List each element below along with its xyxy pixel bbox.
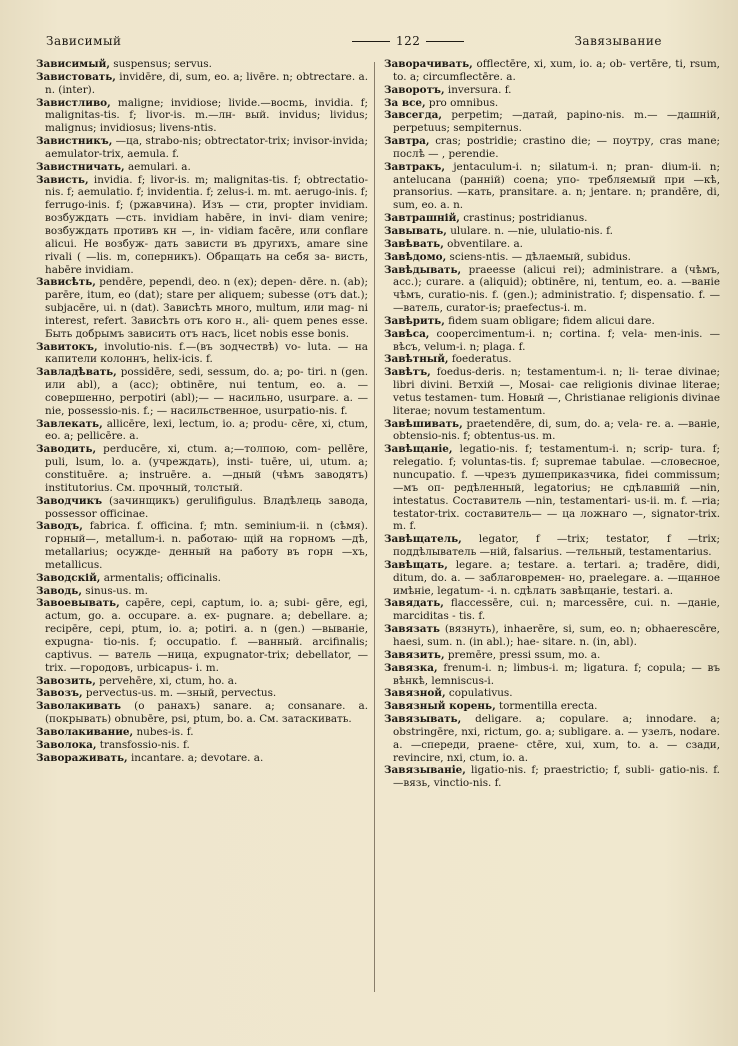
entry-definition: (зачинщикъ) gerulifigulus. Владѣлець завода, possessor officinae. — [45, 494, 368, 520]
entry-headword: Завязыванie, — [384, 764, 466, 777]
entry-definition: jentaculum-i. n; silatum-i. n; pran- dium-ii. n; antelucana (ранній) coena; упо- требляемый при —кѣ, pransorius. —кать, pransitare. a. n; jentare. n; prandēre, di, sum, eo. a. n. — [393, 160, 720, 212]
entry-headword: Завистливо, — [36, 96, 111, 109]
dictionary-entry — [36, 135, 368, 161]
entry-headword: Завѣщать, — [384, 558, 448, 571]
entry-headword: Завѣрить, — [384, 314, 445, 327]
entry-headword: Заводчикъ — [36, 494, 103, 507]
dictionary-entry — [384, 559, 720, 598]
dictionary-entry — [384, 597, 720, 623]
dictionary-entry — [384, 264, 720, 315]
entry-headword: Завѣтъ, — [384, 366, 431, 379]
entry-headword: Завозъ, — [36, 687, 83, 700]
dictionary-entry — [384, 366, 720, 417]
dictionary-entry — [384, 238, 720, 251]
entry-headword: Завязный корень, — [384, 700, 496, 713]
entry-definition: foederatus. — [448, 353, 512, 366]
column-divider — [374, 62, 375, 992]
header-right-guideword: Завязывание — [574, 34, 662, 48]
right-column — [384, 58, 720, 1018]
entry-definition: suspensus; servus. — [109, 58, 212, 70]
entry-definition: aemulari. a. — [124, 160, 191, 173]
entry-definition: deligare. a; copulare. a; innodare. a; obstringēre, nxi, rictum, go. a; subligare. a. — узелъ, nodare. a. —спереди, praene- ctēre, xui, xum, to. a. — сзади, revincire, nxi, ctum, io. a. — [393, 713, 720, 764]
entry-definition: legator, f —trix; testator, f —trix; поддѣлыватель —нiй, falsarius. —тельный, testamentarius. — [393, 533, 720, 559]
entry-headword: Завистовать, — [36, 70, 116, 83]
entry-headword: Завязывать, — [384, 713, 462, 726]
entry-headword: Завозить, — [36, 674, 96, 687]
dictionary-entry — [384, 713, 720, 764]
entry-headword: Зависимый, — [36, 58, 110, 70]
entry-definition: fidem suam obligare; fidem alicui dare. — [444, 314, 655, 327]
dictionary-entry — [36, 726, 368, 739]
dictionary-entry — [384, 700, 720, 713]
entry-headword: Завязать — [384, 623, 440, 636]
entry-headword: Завсегда, — [384, 109, 443, 122]
entry-headword: Завистничать, — [36, 160, 125, 173]
dictionary-entry — [36, 341, 368, 367]
dictionary-entry — [384, 251, 720, 264]
entry-definition: copulativus. — [445, 687, 513, 700]
entry-headword: Завязить, — [384, 648, 445, 661]
entry-definition: allicēre, lexi, lectum, io. a; produ- cēre, xi, ctum, eo. a; pellicēre. a. — [45, 417, 368, 443]
dictionary-entry — [384, 443, 720, 533]
entry-headword: Завѣса, — [384, 327, 430, 340]
entry-definition: invidēre, di, sum, eo. a; livēre. n; obtrectare. a. n. (inter). — [45, 70, 368, 96]
entry-headword: За все, — [384, 96, 426, 109]
entry-headword: Заворотъ, — [384, 83, 445, 96]
entry-headword: Завядать, — [384, 597, 444, 610]
entry-headword: Заводъ, — [36, 520, 83, 533]
dictionary-entry — [36, 161, 368, 174]
dictionary-entry — [384, 623, 720, 649]
dictionary-entry — [384, 315, 720, 328]
entry-headword: Зависть, — [36, 173, 89, 186]
dictionary-entry — [36, 520, 368, 571]
dictionary-entry — [384, 58, 720, 84]
dictionary-entry — [384, 649, 720, 662]
entry-headword: Завѣвать, — [384, 237, 444, 250]
dictionary-entry — [36, 687, 368, 700]
entry-definition: foedus-deris. n; testamentum-i. n; li- terae divinae; libri divini. Ветхій —, Mosai- cae religionis divinae literae; vetus testamen- tum. Новый —, Christianae religionis divinae literae; novum testamentum. — [393, 366, 720, 417]
dictionary-entry — [384, 764, 720, 790]
entry-definition: frenum-i. n; limbus-i. m; ligatura. f; copula; — въ вѣнкѣ, lemniscus-i. — [393, 661, 720, 687]
entry-definition: armentalis; officinalis. — [100, 571, 221, 584]
entry-definition: tormentilla erecta. — [495, 700, 598, 713]
entry-headword: Заводскій, — [36, 571, 101, 584]
entry-headword: Завитокъ, — [36, 340, 98, 353]
dictionary-entry — [36, 675, 368, 688]
entry-definition: praeesse (alicui rei); administrare. a (чѣмъ, acc.); curare. a (aliquid); obtinēre, ni, tentum, eo. a. —ванie чѣмъ, curatio-nis. f. (gen.); administratio. f; dispensatio. f. — —ватель, curator-is; praefectus-i. m. — [393, 263, 720, 315]
entry-definition: pendēre, pependi, deo. n (ex); depen- dēre. n. (ab); parēre, itum, eo (dat); stare per aliquem; subesse (отъ dat.); subjacēre, ui. n (dat). Зависѣть много, multum, или mag- ni interest, refert. Зависѣть отъ кого н., ali- quem penes esse. Быть добрымъ зависить отъ насъ, licet nobis esse bonis. — [45, 276, 368, 340]
dictionary-entry — [36, 700, 368, 726]
entry-definition: pervectus-us. m. —зный, pervectus. — [82, 687, 277, 700]
entry-headword: Завязной, — [384, 687, 446, 700]
entry-definition: crastinus; postridianus. — [459, 212, 588, 225]
header-rule-left — [352, 41, 390, 42]
entry-headword: Заволакивать — [36, 700, 122, 713]
entry-definition: ululare. n. —nie, ululatio-nis. f. — [446, 224, 613, 237]
page-header — [34, 34, 724, 56]
entry-headword: Заводь, — [36, 584, 82, 597]
dictionary-entry — [384, 84, 720, 97]
entry-headword: Завѣшивать, — [384, 417, 463, 430]
dictionary-entry — [36, 71, 368, 97]
page-number-block — [352, 34, 464, 48]
dictionary-entry — [384, 135, 720, 161]
entry-headword: Заводить, — [36, 443, 97, 456]
entry-headword: Заволока, — [36, 738, 97, 751]
entry-headword: Завистникъ, — [36, 135, 113, 148]
entry-definition: coopercimentum-i. n; cortina. f; vela- men-inis. —вѣсъ, velum-i. n; plaga. f. — [393, 327, 720, 353]
page-number: 122 — [396, 34, 421, 48]
entry-definition: perducēre, xi, ctum. a;—толпою, com- pellēre, puli, lsum, lo. a. (учреждать), insti- tuēre, ui, utum. a; constituēre. a; instruēre. a. —дный (чѣмъ заводятъ) institutorius. См. прочный, толстый. — [45, 443, 368, 494]
entry-definition: pervehēre, xi, ctum, ho. a. — [95, 674, 238, 687]
entry-definition: (вязнуть), inhaerēre, si, sum, eo. n; obhaerescēre, haesi, sum. n. (in abl.); hae- sitare. n. (in, abl). — [393, 623, 720, 648]
entry-definition: incantare. a; devotare. a. — [127, 751, 264, 764]
entry-headword: Заворачивать, — [384, 58, 473, 70]
dictionary-entry — [384, 687, 720, 700]
entry-headword: Завораживать, — [36, 751, 128, 764]
dictionary-entry — [36, 443, 368, 494]
header-rule-right — [426, 41, 464, 42]
dictionary-entry — [384, 662, 720, 688]
dictionary-entry — [36, 739, 368, 752]
entry-definition: possidēre, sedi, sessum, do. a; po- tiri. n (gen. или abl), a (acc); obtinēre, nui tentum, eo. a. — совершенно, perpotiri (abl);— — насильно, usurpare. a. —nie, possessio-nis. f.; — насильственное, usurpatio-nis. f. — [45, 366, 368, 417]
entry-definition: premēre, pressi ssum, mo. a. — [444, 648, 601, 661]
dictionary-entry — [384, 97, 720, 110]
dictionary-entry — [36, 597, 368, 674]
dictionary-entry — [384, 161, 720, 212]
entry-headword: Завлекать, — [36, 417, 103, 430]
entry-definition: obventilare. a. — [443, 237, 523, 250]
dictionary-entry — [36, 752, 368, 765]
entry-headword: Завѣдомо, — [384, 250, 447, 263]
entry-definition: invidia. f; livor-is. m; malignitas-tis. f; obtrectatio-nis. f; aemulatio. f; invidentia. f; zelus-i. m. mt. aerugo-inis. f; ferrugo-inis. f; (ржавчина). Изъ — сти, propter invidiam. возбуждать —сть. invidiam habēre, in invi- diam venire; возбуждать противъ кн —, in- vidiam facēre, или conflare alicui. Не возбуж- дать зависти въ другихъ, amare sine rivali ( —lis. m, соперникъ). Обращать на себя за- висть, habēre invidiam. — [45, 173, 368, 276]
dictionary-entry — [36, 174, 368, 277]
entry-headword: Завѣдывать, — [384, 263, 462, 276]
dictionary-entry — [36, 495, 368, 521]
dictionary-entry — [384, 109, 720, 135]
dictionary-entry — [384, 418, 720, 444]
entry-definition: praetendēre, di, sum, do. a; vela- re. a. —ванie, obtensio-nis. f; obtentus-us. m. — [393, 417, 720, 443]
dictionary-entry — [384, 533, 720, 559]
entry-definition: —ца, strabo-nis; obtrectator-trix; invisor-invida; aemulator-trix, aemula. f. — [45, 135, 368, 160]
entry-definition: legare. a; testare. a. tertari. a; tradēre, didi, ditum, do. a. — заблаговремен- но, praelegare. a. —щанное имѣнie, legatum- -i. n. сдѣлать завѣщанie, testari. a. — [393, 558, 720, 597]
entry-headword: Завѣщатель, — [384, 533, 462, 546]
entry-definition: fabrica. f. officina. f; mtn. seminium-ii. n (сѣмя). горный—, metallum-i. n. работаю- щій на горномъ —дѣ, metallarius; осужде- денный на работу въ горн —хъ, metallicus. — [45, 520, 368, 571]
dictionary-entry — [36, 97, 368, 136]
entry-definition: involutio-nis. f.—(въ зодчествѣ) vo- luta. — на капители колоннъ, helix-icis. f. — [45, 340, 368, 366]
dictionary-entry — [36, 276, 368, 340]
entry-definition: cras; postridie; crastino die; — поутру, cras mane; послѣ — , perendie. — [393, 135, 720, 160]
entry-headword: Завтрашній, — [384, 212, 460, 225]
entry-definition: flaccessēre, cui. n; marcessēre, cui. n. —данie, marciditas - tis. f. — [393, 597, 720, 623]
dictionary-entry — [36, 58, 368, 71]
entry-definition: maligne; invidiose; livide.—восmь, invidia. f; malignitas-tis. f; livor-is. m.—лн- вый. invidus; lividus; malignus; invidiosus; livens-ntis. — [45, 96, 368, 135]
entry-definition: capēre, cepi, captum, io. a; subi- gēre, egi, actum, go. a. occupare. a. ex- pugnare. a; debellare. a; recipēre, cepi, ptum, io. a; potiri. a. n (gen.) —выванie, expugna- tio-nis. f; occupatio. f. —ванный. arcifinalis; captivus. — ватель —ница, expugnator-trix; debellator, —trix. —городовъ, urbicapus- i. m. — [45, 597, 368, 674]
entry-definition: offlectēre, xi, xum, io. a; ob- vertēre, ti, rsum, to. a; circumflectēre. a. — [393, 58, 720, 83]
dictionary-entry — [36, 585, 368, 598]
entry-definition: legatio-nis. f; testamentum-i. n; scrip- tura. f; relegatio. f; voluntas-tis. f; supremae tabulae. —словесное, nuncupatio. f. —чрезъ душеприказчика, fidei commissum; —мъ оп- редѣленный, legatorius; не сдѣлавшій —nin, intestatus. Составитель —nin, testamentari- us-ii. m. f. —ria; testator-trix. составитель— — ца ложнаго —, signator-trix. m. f. — [393, 443, 720, 533]
header-left-guideword: Зависимый — [46, 34, 122, 48]
entry-definition: sinus-us. m. — [81, 584, 148, 597]
dictionary-entry — [36, 366, 368, 417]
entry-headword: Завладѣвать, — [36, 366, 117, 379]
entry-definition: sciens-ntis. — дѣлаемый, subidus. — [446, 250, 631, 263]
entry-definition: transfossio-nis. f. — [96, 738, 190, 751]
dictionary-entry — [384, 353, 720, 366]
entry-definition: pro omnibus. — [425, 96, 499, 109]
entry-headword: Завывать, — [384, 224, 447, 237]
entry-definition: perpetim; —датай, papino-nis. m.— —дашній, perpetuus; sempiternus. — [393, 109, 720, 135]
entry-headword: Завѣтный, — [384, 353, 449, 366]
entry-headword: Завязка, — [384, 661, 438, 674]
entry-definition: ligatio-nis. f; praestrictio; f, subli- gatio-nis. f. —вязь, vinctio-nis. f. — [393, 764, 720, 790]
dictionary-entry — [36, 418, 368, 444]
entry-headword: Заволакивание, — [36, 725, 134, 738]
entry-headword: Зависѣть, — [36, 276, 96, 289]
entry-definition: nubes-is. f. — [133, 725, 194, 738]
entry-headword: Завтра, — [384, 135, 430, 148]
entry-headword: Завоевывать, — [36, 597, 120, 610]
dictionary-entry — [384, 225, 720, 238]
dictionary-entry — [384, 212, 720, 225]
dictionary-entry — [384, 328, 720, 354]
entry-headword: Завтракъ, — [384, 160, 445, 173]
entry-definition: (о ранахъ) sanare. a; consanare. a. (покрывать) obnubēre, psi, ptum, bo. a. См. затаскивать. — [45, 700, 368, 726]
entry-headword: Завѣщанie, — [384, 443, 453, 456]
dictionary-entry — [36, 572, 368, 585]
left-column — [36, 58, 368, 1033]
entry-definition: inversura. f. — [444, 83, 512, 96]
